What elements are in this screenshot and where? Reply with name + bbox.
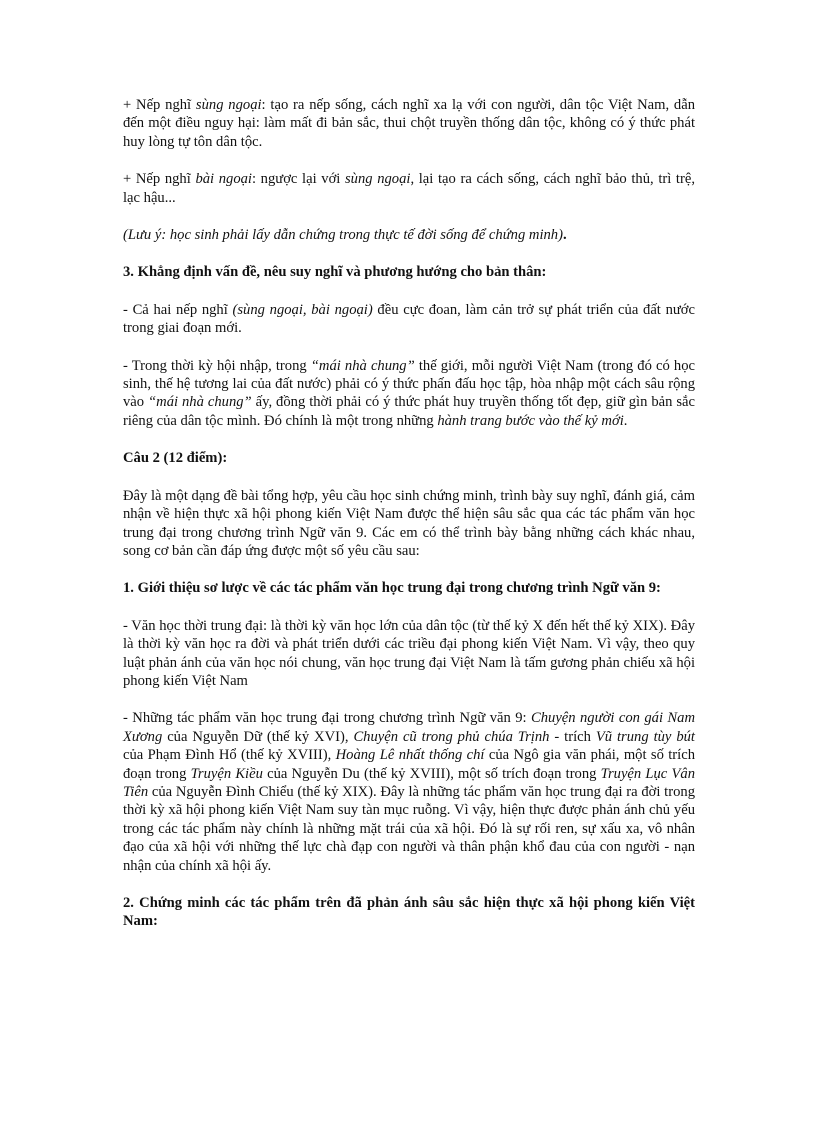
text: + Nếp nghĩ xyxy=(123,171,196,188)
text: : ngược lại với xyxy=(251,171,345,188)
text: . xyxy=(623,412,628,429)
text: đều cực đoan, làm cản trở sự phát triển của đất nước trong giai đoạn mới. xyxy=(123,301,695,337)
text: - trích xyxy=(549,728,596,745)
text: của Nguyễn Dữ (thế kỷ XVI), xyxy=(162,728,354,745)
paragraph-sung-ngoai xyxy=(123,96,695,151)
heading-section-1: 1. Giới thiệu sơ lược về các tác phẩm văn học trung đại trong chương trình Ngữ văn 9: xyxy=(123,580,661,597)
italic-term: sùng ngoại xyxy=(344,171,411,188)
note-text: (Lưu ý: học sinh phải lấy dẫn chứng trong thực tế đời sống để chứng minh) xyxy=(123,227,563,244)
italic-term: hành trang bước vào thế kỷ mới xyxy=(437,412,624,429)
work-title: Vũ trung tùy bút xyxy=(595,728,695,745)
text: , lại tạo ra cách sống, cách nghĩ bảo thủ, trì trệ, lạc hậu... xyxy=(123,171,695,206)
text: thế giới, mỗi người Việt Nam (trong đó có học sinh, thế hệ tương lai của đất nước) phải có ý thức phấn đấu học tập, hòa nhập một cách sâu rộng vào xyxy=(123,357,695,411)
text: + Nếp nghĩ xyxy=(123,97,196,113)
italic-quote: “mái nhà chung” xyxy=(148,394,252,411)
paragraph-medieval-literature: - Văn học thời trung đại: là thời kỳ văn học lớn của dân tộc (từ thế kỷ X đến hết thế kỷ XIX). Đây là thời kỳ văn học ra đời và phát triển dưới các triều đại phong kiến Việt Nam. Vì vậy, theo quy luật phản ánh của văn học nói chung, văn học trung đại Việt Nam là tấm gương phản chiếu xã hội phong kiến Việt Nam xyxy=(123,617,695,689)
work-title: Truyện Lục Vân Tiên xyxy=(123,765,695,800)
italic-term: bài ngoại xyxy=(195,171,252,188)
text: - Những tác phẩm văn học trung đại trong chương trình Ngữ văn 9: xyxy=(123,710,531,727)
italic-term: (sùng ngoại, bài ngoại) xyxy=(232,301,373,318)
note-paragraph xyxy=(123,226,695,244)
text: . xyxy=(562,227,567,244)
document-body xyxy=(123,96,695,950)
text: - Cả hai nếp nghĩ xyxy=(123,301,233,318)
work-title: Hoàng Lê nhất thống chí xyxy=(335,747,485,764)
paragraph-both-extreme xyxy=(123,301,695,338)
heading-section-2: 2. Chứng minh các tác phẩm trên đã phản ánh sâu sắc hiện thực xã hội phong kiến Việt Nam: xyxy=(123,895,695,930)
text: : tạo ra nếp sống, cách nghĩ xa lạ với con người, dân tộc Việt Nam, dẫn đến một điều nguy hại: làm mất đi bản sắc, thui chột truyền thống dân tộc, không có ý thức phát huy lòng tự tôn dân tộc. xyxy=(123,97,695,150)
text: - Trong thời kỳ hội nhập, trong xyxy=(123,357,311,374)
work-title: Chuyện cũ trong phủ chúa Trịnh xyxy=(353,728,550,745)
text: ấy, đồng thời phải có ý thức phát huy truyền thống tốt đẹp, giữ gìn bản sắc riêng của dân tộc mình. Đó chính là một trong những xyxy=(123,394,695,429)
work-title: Chuyện người con gái Nam Xương xyxy=(123,710,695,745)
italic-term: sùng ngoại xyxy=(195,97,262,113)
heading-section-3: 3. Khẳng định vấn đề, nêu suy nghĩ và phương hướng cho bản thân: xyxy=(123,264,547,281)
italic-quote: “mái nhà chung” xyxy=(310,357,415,374)
paragraph-bai-ngoai xyxy=(123,170,695,207)
text: của Ngô gia văn phái, một số trích đoạn trong xyxy=(123,747,695,782)
text: của Phạm Đình Hổ (thế kỷ XVIII), xyxy=(123,747,336,764)
paragraph-integration xyxy=(123,357,695,431)
work-title: Truyện Kiều xyxy=(190,765,263,782)
heading-cau-2: Câu 2 (12 điểm): xyxy=(123,450,228,467)
paragraph-intro-cau-2: Đây là một dạng đề bài tổng hợp, yêu cầu học sinh chứng minh, trình bày suy nghĩ, đánh giá, cảm nhận về hiện thực xã hội phong kiến Việt Nam được thể hiện sâu sắc qua các tác phẩm văn học trung đại trong chương trình Ngữ văn 9. Các em có thể trình bày bằng những cách khác nhau, song cơ bản cần đáp ứng được một số yêu cầu sau: xyxy=(123,487,695,559)
text: của Nguyễn Đình Chiểu (thế kỷ XIX). Đây là những tác phẩm văn học trung đại ra đời trong thời kỳ xã hội phong kiến Việt Nam suy tàn mục ruỗng. Vì vậy, hiện thực được phản ánh chủ yếu trong các tác phẩm này chính là những mặt trái của xã hội. Đó là sự rối ren, sự xấu xa, vô nhân đạo của xã hội với những thế lực chà đạp con người và thân phận khổ đau của con người - nạn nhận của chính xã hội ấy. xyxy=(123,783,695,874)
paragraph-works-list xyxy=(123,709,695,875)
text: của Nguyễn Du (thế kỷ XVIII), một số trích đoạn trong xyxy=(262,765,601,782)
